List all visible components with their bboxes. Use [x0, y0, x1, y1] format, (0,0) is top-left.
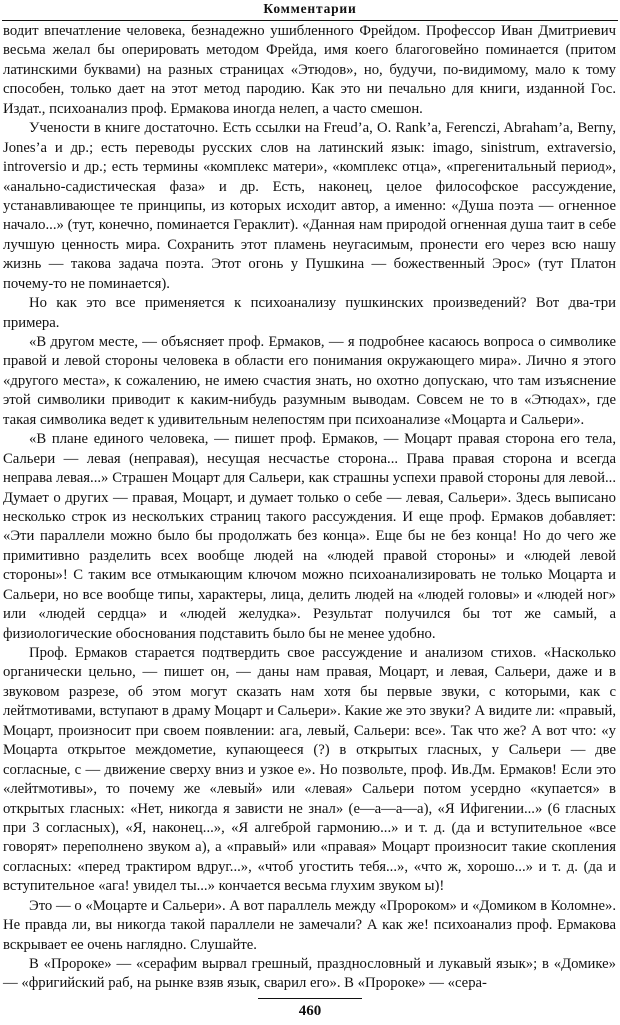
- paragraph: «В плане единого человека, — пишет проф. Ермаков, — Моцарт правая сторона его тела, Сальери — левая (неправая), несущая несчастье сторона... Права правая сторона и всегда неправа левая...» Страшен Моцарт для Сальери, как страшны успехи правой стороны для левой... Думает о других — правая, Моцарт, и думает только о себе — левая, Сальери». Здесь выписано несколько строк из несколъких страниц такого рассуждения. И еще проф. Ермаков добавляет: «Эти параллели можно было бы продолжать без конца». Еще бы не без конца! Но до чего же примитивно разделить всех вообще людей на «людей правой стороны» и «людей левой стороны»! С таким все отмыкающим ключом можно психоанализировать не только Моцарта и Сальери, но все вообще типы, характеры, лица, делить людей на «людей головы» и «людей ног» или «людей сердца» и «людей желудка». Результат получился бы тот же самый, а физиологические обоснования подставить было бы не менее удобно.: [3, 431, 616, 642]
- paragraph: Учености в книге достаточно. Есть ссылки на Freud’a, O. Rank’a, Ferenczi, Abraham’a, Berny, Jones’a и др.; есть переводы русских слов на латинский язык: imago, sinistrum, extraversio, introversio и др.; есть термины «комплекс матери», «комплекс отца», «прегенитальный период», «анально-садистическая фаза» и др. Есть, наконец, целое философское рассуждение, устанавливающее те принципы, из которых исходит автор, а именно: «Душа поэта — огненное начало...» (тут, конечно, поминается Гераклит). «Данная нам природой огненная душа таит в себе лучшую ценность мира. Сохранить этот пламень неугасимым, пронести его через всю нашу жизнь — такова задача поэта. Этот огонь у Пушкина — божественный Эрос» (тут Платон почему-то не поминается).: [3, 120, 616, 292]
- footer-rule: [258, 998, 362, 999]
- running-head: Комментарии: [263, 1, 357, 16]
- paragraph: водит впечатление человека, безнадежно ушибленного Фрейдом. Профессор Иван Дмитриевич весьма желал бы оперировать методом Фрейда, имя коего благоговейно поминается (притом латинскими буквами) на разных страницах «Этюдов», но, будучи, по-видимому, мало к тому способен, только дает на этот метод пародию. Как это ни печально для книги, изданной Гос. Издат., психоанализ проф. Ермакова иногда нелеп, а часто смешон.: [3, 23, 616, 117]
- paragraph: Проф. Ермаков старается подтвердить свое рассуждение и анализом стихов. «Насколько органически цельно, — пишет он, — даны нам правая, Моцарт, и левая, Сальери, даже и в звуковом разрезе, об этом могут сказать нам хотя бы первые звуки, с которыми, как с лейтмотивами, вступают в драму Моцарт и Сальери». Какие же это звуки? А видите ли: «правый, Моцарт, произносит при своем появлении: ага, левый, Сальери: все». Так что же? А вот что: «у Моцарта открытое междометие, купающееся (?) в открытых гласных, у Сальери — две согласные, с — движение сверху вниз и узкое е». Но позвольте, проф. Ив.Дм. Ермаков! Если это «лейтмотивы», то почему же «левый» или «левая» Сальери потом усердно «купается» в открытых гласных: «Нет, никогда я зависти не знал» (е—а—а—а), «Я Ифигении...» (6 гласных при 3 согласных), «Я, наконец...», «Я алгеброй гармонию...» и т. д. (да и вступительное «все говорят» переполнено звуком а), а «правый» или «правая» Моцарт произносит такие скопления согласных: «перед трактиром вдруг...», «чтоб угостить тебя...», «что ж, хорошо...» и т. д. (да и вступительное «ага! увидел ты...» кончается весьма глухим звуком ы)!: [3, 645, 616, 895]
- header-rule: [2, 20, 618, 21]
- body-text: [3, 22, 616, 994]
- paragraph: «В другом месте, — объясняет проф. Ермаков, — я подробнее касаюсь вопроса о символике правой и левой стороны человека в области его понимания окружающего мира». Лично я этого «другого места», к сожалению, не имею счастия знать, но охотно допускаю, что там изъяснение этой символики приводит к каким-нибудь разумным выводам. Совсем не то в «Этюдах», где такая символика ведет к удивительным нелепостям при психоанализе «Моцарта и Сальери».: [3, 334, 616, 428]
- paragraph: Но как это все применяется к психоанализу пушкинских произведений? Вот два-три примера.: [3, 295, 616, 331]
- paragraph: Это — о «Моцарте и Сальери». А вот параллель между «Пророком» и «Домиком в Коломне». Не правда ли, вы никогда такой параллели не замечали? А как же! психоанализ проф. Ермакова вскрывает ее очень наглядно. Слушайте.: [3, 897, 616, 953]
- paragraph: В «Пророке» — «серафим вырвал грешный, празднословный и лукавый язык»; в «Домике» — «фригийский раб, на рынке взяв язык, сварил его». В «Пророке» — «сера-: [3, 956, 616, 992]
- page-number: 460: [298, 1003, 322, 1019]
